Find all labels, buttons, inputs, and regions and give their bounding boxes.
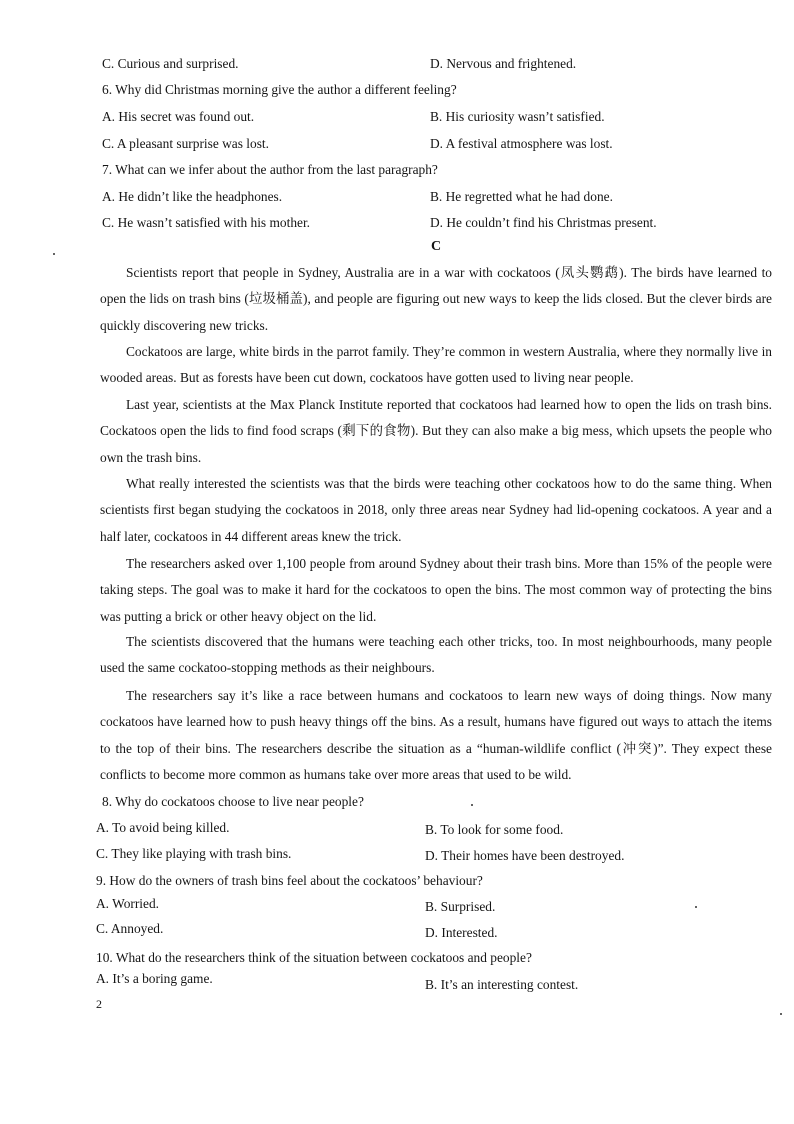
passage-paragraph-2: Cockatoos are large, white birds in the parrot family. They’re common in western Australia, where they normally live in wooded areas. But as forests have been cut down, cockatoos have gotten used to living near people. [100,344,772,386]
q8-option-a: A. To avoid being killed. [96,820,230,835]
q8-option-c: C. They like playing with trash bins. [96,846,292,861]
q9-option-a: A. Worried. [96,896,160,911]
q8-stem: 8. Why do cockatoos choose to live near people? [102,794,364,809]
scan-speck [53,253,55,255]
q7-option-b: B. He regretted what he had done. [430,189,613,204]
q6-stem: 6. Why did Christmas morning give the author a different feeling? [102,82,457,97]
scan-speck [695,906,697,908]
q8-option-b: B. To look for some food. [425,822,564,837]
q7-option-a: A. He didn’t like the headphones. [102,189,283,204]
q5-option-c: C. Curious and surprised. [102,56,239,71]
q9-option-c: C. Annoyed. [96,921,164,936]
q9-option-b: B. Surprised. [425,899,496,914]
passage-paragraph-4: What really interested the scientists was that the birds were teaching other cockatoos how to do the same thing. When scientists first began studying the cockatoos in 2018, only three areas near Sydney had lid-opening cockatoos. A year and a half later, cockatoos in 44 different areas knew the trick. [100,476,772,544]
scan-speck [780,1013,782,1015]
q10-stem: 10. What do the researchers think of the situation between cockatoos and people? [96,950,532,965]
q9-stem: 9. How do the owners of trash bins feel about the cockatoos’ behaviour? [96,873,483,888]
page-number: 2 [96,997,102,1011]
passage-paragraph-7: The researchers say it’s like a race between humans and cockatoos to learn new ways of doing things. Now many cockatoos have learned how to push heavy things off the bins. As a result, humans have figured out ways to attach the items to the top of their bins. The researchers describe the situation as a “human-wildlife conflict (冲突)”. They expect these conflicts to become more common as humans take over more areas that used to be wild. [100,688,772,783]
q6-option-b: B. His curiosity wasn’t satisfied. [430,109,605,124]
q6-option-c: C. A pleasant surprise was lost. [102,136,269,151]
passage-paragraph-3: Last year, scientists at the Max Planck Institute reported that cockatoos had learned how to open the lids on trash bins. Cockatoos open the lids to find food scraps (剩下的食物). But they can also make a big mess, which upsets the people who own the trash bins. [100,397,772,465]
q8-option-d: D. Their homes have been destroyed. [425,848,625,863]
scan-speck [471,804,473,806]
passage-paragraph-5: The researchers asked over 1,100 people from around Sydney about their trash bins. More than 15% of the people were taking steps. The goal was to make it hard for the cockatoos to open the bins. The most common way of protecting the bins was putting a brick or other heavy object on the lid. [100,556,772,624]
q5-option-d: D. Nervous and frightened. [430,56,577,71]
q9-option-d: D. Interested. [425,925,498,940]
q7-stem: 7. What can we infer about the author from the last paragraph? [102,162,438,177]
passage-paragraph-6: The scientists discovered that the humans were teaching each other tricks, too. In most neighbourhoods, many people used the same cockatoo-stopping methods as their neighbours. [100,634,772,676]
q6-option-d: D. A festival atmosphere was lost. [430,136,613,151]
q7-option-d: D. He couldn’t find his Christmas present. [430,215,657,230]
section-heading-c: C [431,239,442,254]
q10-option-b: B. It’s an interesting contest. [425,977,579,992]
q6-option-a: A. His secret was found out. [102,109,255,124]
q10-option-a: A. It’s a boring game. [96,971,213,986]
q7-option-c: C. He wasn’t satisfied with his mother. [102,215,311,230]
passage-paragraph-1: Scientists report that people in Sydney, Australia are in a war with cockatoos (凤头鹦鹉). The birds have learned to open the lids on trash bins (垃圾桶盖), and people are figuring out new ways to keep the lids closed. But the clever birds are quickly discovering new tricks. [100,265,772,333]
